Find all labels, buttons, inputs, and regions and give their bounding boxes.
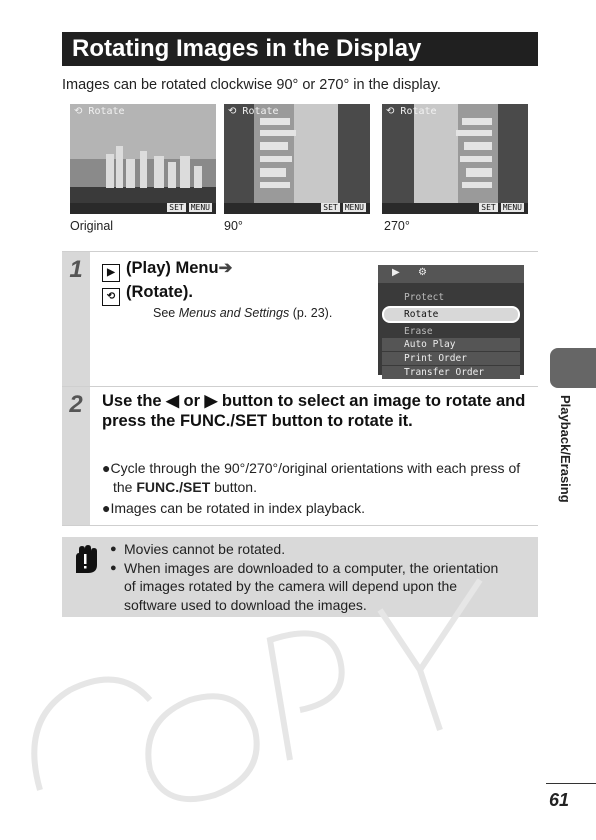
left-arrow-icon: ◀ <box>166 392 179 410</box>
rotate-icon: ⟲ <box>386 106 395 117</box>
menu-button-label: MENU <box>190 203 210 212</box>
city-image-90 <box>224 104 370 214</box>
screen-original <box>70 104 216 214</box>
bullet1-text-a: Cycle through the 90°/270°/original orientations with each press of the <box>110 460 521 495</box>
rotate-label <box>386 106 437 117</box>
camera-menu-screen <box>378 265 524 378</box>
set-button-label: SET <box>169 203 184 212</box>
see-suffix: (p. 23). <box>289 306 333 320</box>
caption-270: 270° <box>384 219 410 233</box>
screen-button-bar <box>164 203 212 212</box>
rotate-icon: ⟲ <box>74 106 83 117</box>
arrow-right-icon: ➔ <box>218 259 233 277</box>
caption-original: Original <box>70 219 114 233</box>
section-title: Rotating Images in the Display <box>62 32 538 66</box>
menu-list <box>382 291 520 379</box>
rotate-label <box>228 106 279 117</box>
screen-90 <box>224 104 370 214</box>
caution-hand-icon <box>70 545 98 575</box>
heading-part1: Use the <box>102 392 162 410</box>
caution-note <box>62 537 538 617</box>
step-2-heading <box>102 391 532 431</box>
menu-button-label: MENU <box>344 203 364 212</box>
bullet1-text-b: FUNC./SET <box>136 479 211 495</box>
screen-button-bar <box>318 203 366 212</box>
heading-part2: button to select an image to rotate and press the FUNC./SET button to rotate it. <box>102 392 526 430</box>
rotate-label-text: Rotate <box>400 106 437 117</box>
rotate-icon: ⟲ <box>228 106 237 117</box>
settings-tab-icon: ⚙ <box>418 267 427 278</box>
step-1-line2: (Rotate). <box>126 283 193 301</box>
menu-item[interactable]: Erase <box>404 326 433 337</box>
step-2 <box>62 386 538 526</box>
chapter-tab-text: Playback/Erasing <box>558 395 573 503</box>
rotate-menu-icon: ⟲ <box>102 288 120 306</box>
page-number: 61 <box>549 790 570 810</box>
screen-button-bar <box>476 203 524 212</box>
rotate-label-text: Rotate <box>242 106 279 117</box>
bullet2-text: Images can be rotated in index playback. <box>110 500 365 516</box>
step-2-bullets <box>102 459 532 518</box>
menu-item[interactable]: Auto Play <box>382 338 520 351</box>
rotate-label-text: Rotate <box>88 106 125 117</box>
step-1-heading <box>102 258 232 306</box>
set-button-label: SET <box>481 203 496 212</box>
set-button-label: SET <box>323 203 338 212</box>
play-tab-icon: ▶ <box>392 267 400 278</box>
chapter-tab-label <box>553 395 573 535</box>
menu-item[interactable]: Protect <box>404 292 445 303</box>
menu-item[interactable]: Transfer Order <box>382 366 520 379</box>
note-item: ● Movies cannot be rotated. <box>110 540 510 559</box>
see-reference <box>153 306 332 320</box>
step-1-line1: (Play) Menu <box>126 259 219 277</box>
page-number-rule <box>546 783 596 784</box>
menu-button-label: MENU <box>502 203 522 212</box>
rotate-label <box>74 106 125 117</box>
note-list <box>110 540 510 614</box>
heading-or: or <box>183 392 200 410</box>
chapter-tab <box>550 348 596 388</box>
bullet1-text-c: button. <box>210 479 257 495</box>
play-icon: ▶ <box>102 264 120 282</box>
step-1 <box>62 251 538 386</box>
note-item: ● When images are downloaded to a computer, the orientation of images rotated by the camera will depend upon the software used to download the images. <box>110 559 510 615</box>
menu-item[interactable]: Print Order <box>382 352 520 365</box>
menu-tabs <box>378 265 524 283</box>
intro-text: Images can be rotated clockwise 90° or 270° in the display. <box>62 77 441 93</box>
bullet-index: ●Images can be rotated in index playback. <box>102 500 365 516</box>
see-prefix: See <box>153 306 179 320</box>
bullet-cycle: ●Cycle through the 90°/270°/original orientations with each press of the FUNC./SET button. <box>102 460 521 495</box>
city-image-original <box>70 104 216 214</box>
screen-270 <box>382 104 528 214</box>
right-arrow-icon: ▶ <box>204 392 218 410</box>
step-number: 2 <box>62 387 90 525</box>
city-image-270 <box>382 104 528 214</box>
step-number: 1 <box>62 252 90 386</box>
caption-90: 90° <box>224 219 243 233</box>
menu-item-selected[interactable]: Rotate <box>382 306 520 323</box>
see-link[interactable]: Menus and Settings <box>178 306 290 320</box>
